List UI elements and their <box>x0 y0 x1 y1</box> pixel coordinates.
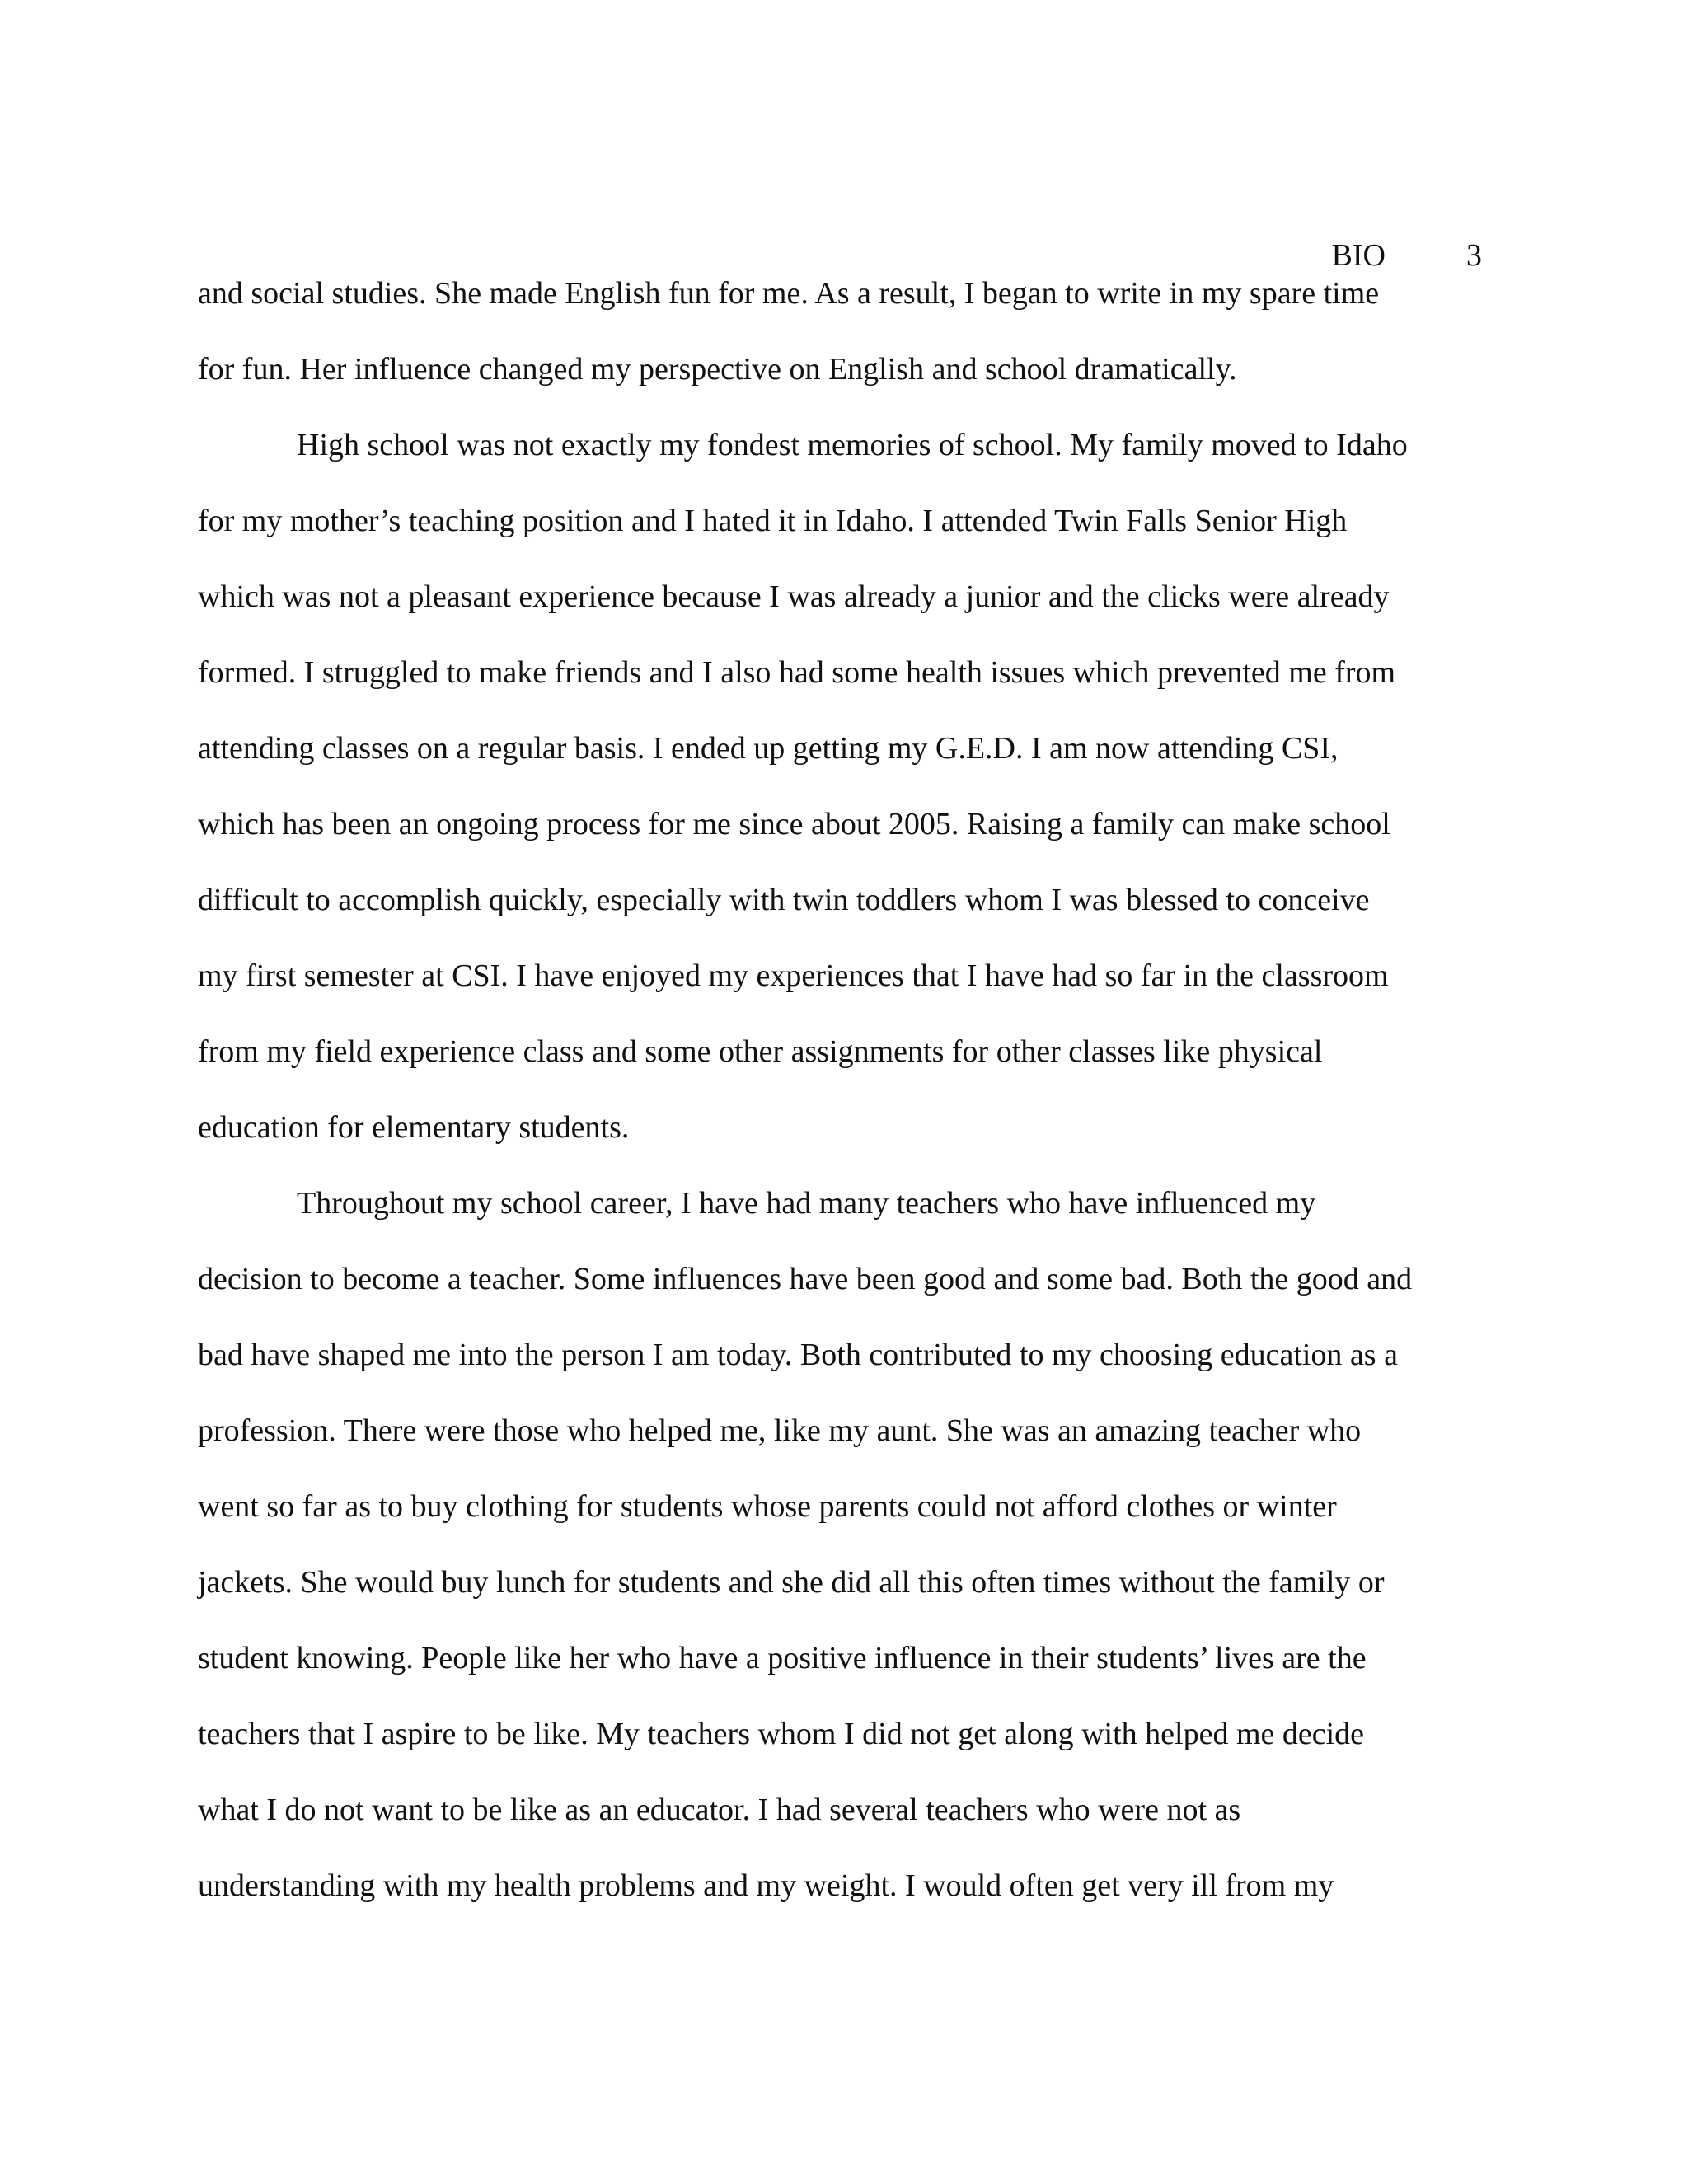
text-line: student knowing. People like her who have a positive influence in their students’ lives are the <box>198 1641 1367 1675</box>
text-line-paragraph-start: Throughout my school career, I have had many teachers who have influenced my <box>297 1186 1316 1221</box>
running-head <box>1332 239 1482 272</box>
text-line: for fun. Her influence changed my perspective on English and school dramatically. <box>198 352 1237 387</box>
text-line: which was not a pleasant experience because I was already a junior and the clicks were already <box>198 579 1390 614</box>
page-number: 3 <box>1466 238 1482 273</box>
text-line-paragraph-start: High school was not exactly my fondest memories of school. My family moved to Idaho <box>297 428 1408 462</box>
text-line: my first semester at CSI. I have enjoyed my experiences that I have had so far in the classroom <box>198 958 1389 993</box>
text-line: difficult to accomplish quickly, especially with twin toddlers whom I was blessed to conceive <box>198 883 1370 917</box>
running-head-title: BIO <box>1331 238 1386 273</box>
text-line: attending classes on a regular basis. I ended up getting my G.E.D. I am now attending CSI, <box>198 731 1339 766</box>
text-line: teachers that I aspire to be like. My teachers whom I did not get along with helped me decide <box>198 1717 1365 1751</box>
text-line: for my mother’s teaching position and I hated it in Idaho. I attended Twin Falls Senior High <box>198 504 1348 538</box>
text-line: went so far as to buy clothing for students whose parents could not afford clothes or winter <box>198 1489 1337 1524</box>
text-line: what I do not want to be like as an educator. I had several teachers who were not as <box>198 1793 1241 1827</box>
text-line: formed. I struggled to make friends and I also had some health issues which prevented me from <box>198 655 1396 690</box>
text-line: and social studies. She made English fun for me. As a result, I began to write in my spare time <box>198 276 1380 311</box>
text-line: decision to become a teacher. Some influences have been good and some bad. Both the good and <box>198 1262 1413 1296</box>
text-line: understanding with my health problems and my weight. I would often get very ill from my <box>198 1868 1334 1903</box>
text-line: bad have shaped me into the person I am today. Both contributed to my choosing education as a <box>198 1338 1398 1372</box>
body-text <box>198 274 1484 1942</box>
text-line: which has been an ongoing process for me since about 2005. Raising a family can make school <box>198 807 1390 841</box>
text-line: jackets. She would buy lunch for students and she did all this often times without the family or <box>198 1565 1385 1600</box>
text-line: profession. There were those who helped me, like my aunt. She was an amazing teacher who <box>198 1413 1362 1448</box>
text-line: from my field experience class and some other assignments for other classes like physical <box>198 1034 1323 1069</box>
text-line: education for elementary students. <box>198 1110 630 1145</box>
